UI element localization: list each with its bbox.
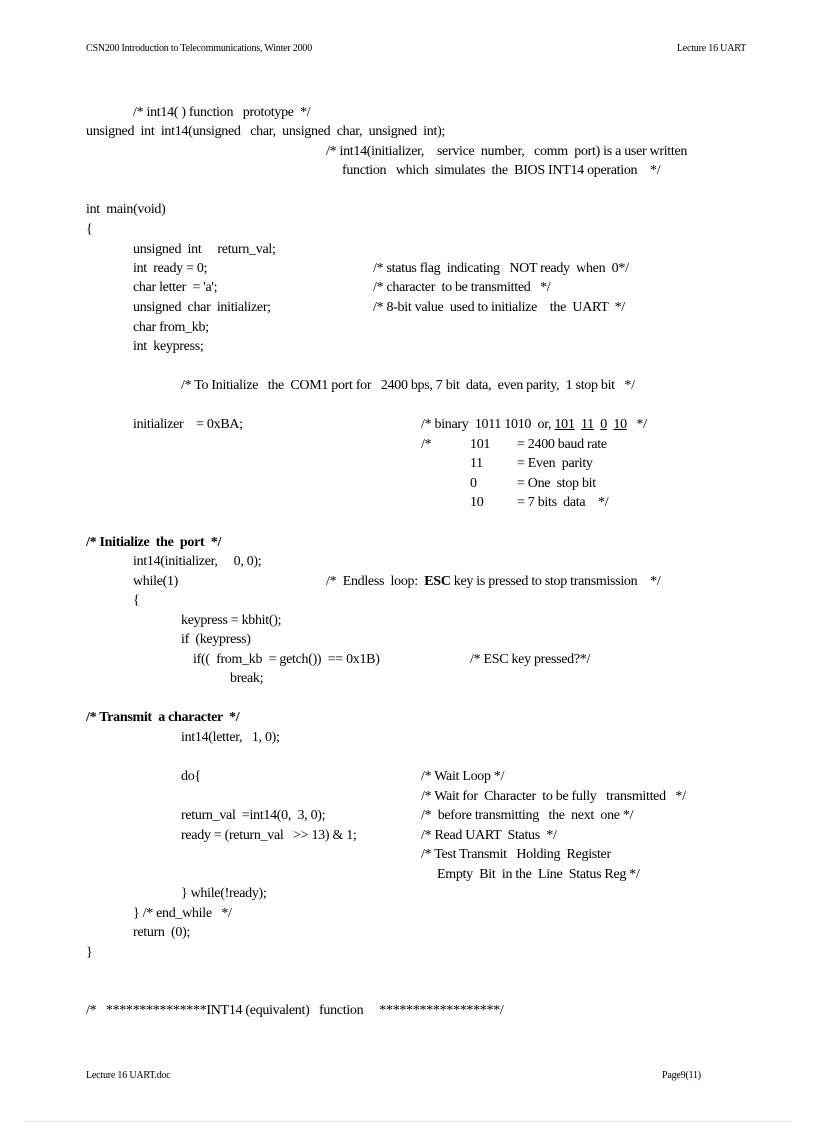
call-int14-transmit: int14(letter, 1, 0); xyxy=(181,730,280,745)
do-open: do{ xyxy=(181,769,201,784)
return-val-assignment: return_val =int14(0, 3, 0); xyxy=(181,808,326,823)
if-getch-esc: if(( from_kb = getch()) == 0x1B) xyxy=(193,652,380,667)
footer-filename: Lecture 16 UART.doc xyxy=(86,1070,171,1081)
prototype-comment: /* int14( ) function prototype */ xyxy=(133,105,311,120)
keypress-assignment: keypress = kbhit(); xyxy=(181,613,282,628)
ready-assignment: ready = (return_val >> 13) & 1; xyxy=(181,828,357,843)
while-comment-pre: /* Endless loop: xyxy=(326,574,425,589)
decl-initializer-comment: /* 8-bit value used to initialize the UART */ xyxy=(373,300,625,315)
call-int14-init: int14(initializer, 0, 0); xyxy=(133,554,262,569)
binary-group-stop: 0 xyxy=(600,417,607,432)
int14-function-banner: /* ***************INT14 (equivalent) function ******************/ xyxy=(86,1003,504,1018)
while-open-brace: { xyxy=(133,593,140,608)
binary-group-parity: 11 xyxy=(580,417,594,432)
esc-pressed-comment: /* ESC key pressed?*/ xyxy=(470,652,591,667)
test-thr-comment-line-1: /* Test Transmit Holding Register xyxy=(421,847,611,862)
while-comment-esc: ESC xyxy=(424,574,451,589)
read-status-comment: /* Read UART Status */ xyxy=(421,828,557,843)
bits-code-stop: 0 xyxy=(470,476,477,491)
decl-from-kb: char from_kb; xyxy=(133,320,209,335)
decl-ready-comment: /* status flag indicating NOT ready when 0*/ xyxy=(373,261,629,276)
bits-meaning-baud: = 2400 baud rate xyxy=(517,437,607,452)
before-next-comment: /* before transmitting the next one */ xyxy=(421,808,634,823)
while-loop: while(1) xyxy=(133,574,179,589)
bits-comment-open: /* xyxy=(421,437,432,452)
decl-initializer: unsigned char initializer; xyxy=(133,300,271,315)
prototype-declaration: unsigned int int14(unsigned char, unsigned char, unsigned int); xyxy=(86,124,446,139)
header-course-title: CSN200 Introduction to Telecommunications, Winter 2000 xyxy=(86,43,313,54)
initializer-assignment: initializer = 0xBA; xyxy=(133,417,243,432)
do-while-ready: } while(!ready); xyxy=(181,886,267,901)
break-statement: break; xyxy=(230,671,264,686)
prototype-note-line-2: function which simulates the BIOS INT14 operation */ xyxy=(342,163,661,178)
decl-letter: char letter = 'a'; xyxy=(133,280,218,295)
while-comment xyxy=(326,574,660,590)
prototype-note-line-1: /* int14(initializer, service number, comm port) is a user written xyxy=(326,144,688,159)
main-close-brace: } xyxy=(86,945,93,960)
decl-letter-comment: /* character to be transmitted */ xyxy=(373,280,551,295)
main-open-brace: { xyxy=(86,222,93,237)
binary-comment xyxy=(421,417,647,433)
binary-prefix: /* binary 1011 1010 or, xyxy=(421,417,555,432)
section-transmit-character: /* Transmit a character */ xyxy=(86,710,240,725)
header-lecture-title: Lecture 16 UART xyxy=(676,43,746,54)
binary-suffix: */ xyxy=(626,417,647,432)
wait-loop-comment: /* Wait Loop */ xyxy=(421,769,505,784)
while-comment-post: key is pressed to stop transmission */ xyxy=(450,574,661,589)
decl-return-val: unsigned int return_val; xyxy=(133,242,276,257)
if-keypress: if (keypress) xyxy=(181,632,251,647)
binary-group-data: 10 xyxy=(613,417,627,432)
bits-code-data: 10 xyxy=(470,495,484,510)
end-while: } /* end_while */ xyxy=(133,906,232,921)
main-signature: int main(void) xyxy=(86,202,166,217)
bits-meaning-stop: = One stop bit xyxy=(517,476,596,491)
bits-meaning-data: = 7 bits data */ xyxy=(517,495,609,510)
test-thr-comment-line-2: Empty Bit in the Line Status Reg */ xyxy=(437,867,640,882)
decl-ready: int ready = 0; xyxy=(133,261,208,276)
binary-group-baud: 101 xyxy=(554,417,575,432)
decl-keypress: int keypress; xyxy=(133,339,204,354)
footer-page-number: Page9(11) xyxy=(662,1070,701,1081)
init-settings-comment: /* To Initialize the COM1 port for 2400 bps, 7 bit data, even parity, 1 stop bit */ xyxy=(181,378,635,393)
bits-code-baud: 101 xyxy=(470,437,491,452)
wait-transmit-comment: /* Wait for Character to be fully transmitted */ xyxy=(421,789,686,804)
bits-code-parity: 11 xyxy=(470,456,483,471)
bits-meaning-parity: = Even parity xyxy=(517,456,593,471)
section-initialize-port: /* Initialize the port */ xyxy=(86,535,222,550)
page-break-divider xyxy=(25,1121,791,1122)
return-statement: return (0); xyxy=(133,925,191,940)
